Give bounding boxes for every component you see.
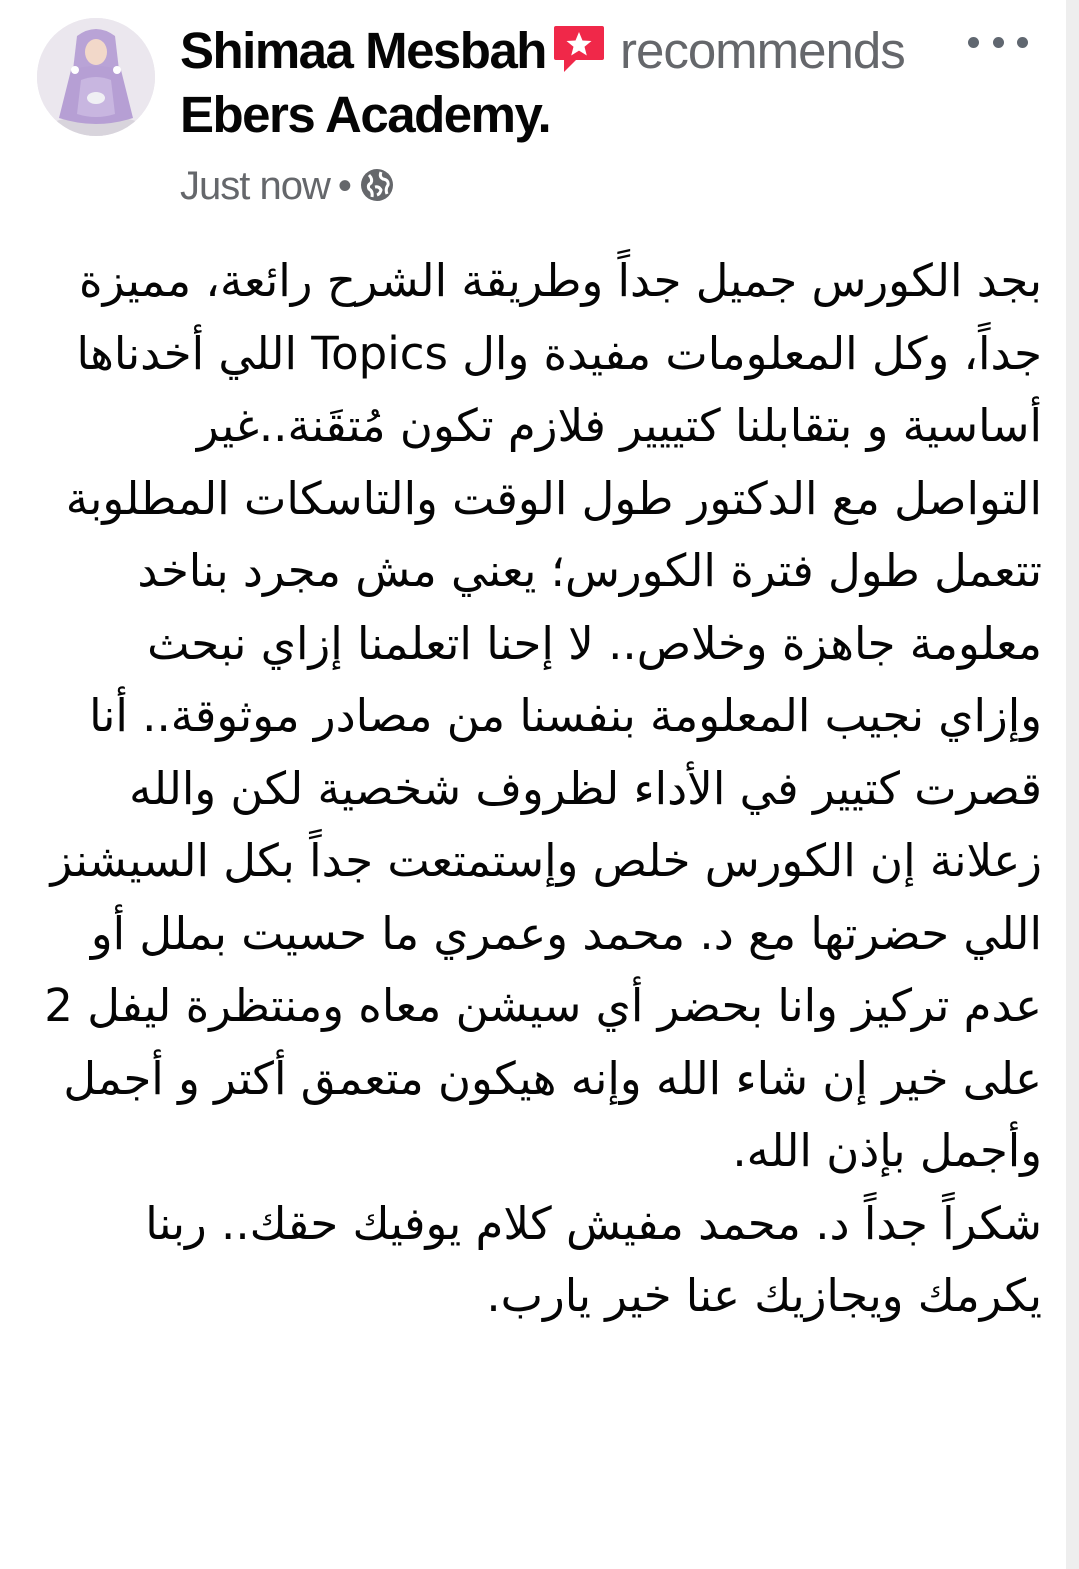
page-line [180,84,920,146]
star-badge-icon [552,24,606,88]
avatar-image [37,18,155,136]
post-header [180,20,920,146]
author-line [180,20,920,88]
author-name[interactable]: Shimaa Mesbah [180,22,546,79]
avatar[interactable] [37,18,155,136]
globe-icon[interactable] [359,166,395,214]
post-body-text: بجد الكورس جميل جداً وطريقة الشرح رائعة، مميزة جداً، وكل المعلومات مفيدة وال Topics اللي أخدناها أساسية و بتقابلنا كتييير فلازم تكون مُتقَنة..غير التواصل مع الدكتور طول الوقت والتاسكات المطلوبة تتعمل طول فترة الكورس؛ يعني مش مجرد بناخد معلومة جاهزة وخلاص.. لا إحنا اتعلمنا إزاي نبحث وإزاي نجيب المعلومة بنفسنا من مصادر موثوقة.. أنا قصرت كتيير في الأداء لظروف شخصية لكن والله زعلانة إن الكورس خلص وإستمتعت جداً بكل السيشنز اللي حضرتها مع د. محمد وعمري ما حسيت بملل أو عدم تركيز وانا بحضر أي سيشن معاه ومنتظرة ليفل 2 على خير إن شاء الله وإنه هيكون متعمق أكتر و أجمل وأجمل بإذن الله. شكراً جداً د. محمد مفيش كلام يوفيك حقك.. ربنا يكرمك ويجازيك عنا خير يارب. [44,254,1042,1322]
page-name-suffix: . [537,86,551,143]
page-name-link[interactable]: Ebers Academy [180,86,538,143]
meta-separator: • [337,164,351,208]
post-meta [180,162,395,214]
timestamp[interactable]: Just now [180,164,330,208]
more-dot [1017,37,1028,48]
more-dot [968,37,979,48]
recommends-text: recommends [619,22,905,79]
more-options-icon[interactable] [968,20,1028,64]
scrollbar[interactable] [1066,0,1079,1569]
more-dot [993,37,1004,48]
